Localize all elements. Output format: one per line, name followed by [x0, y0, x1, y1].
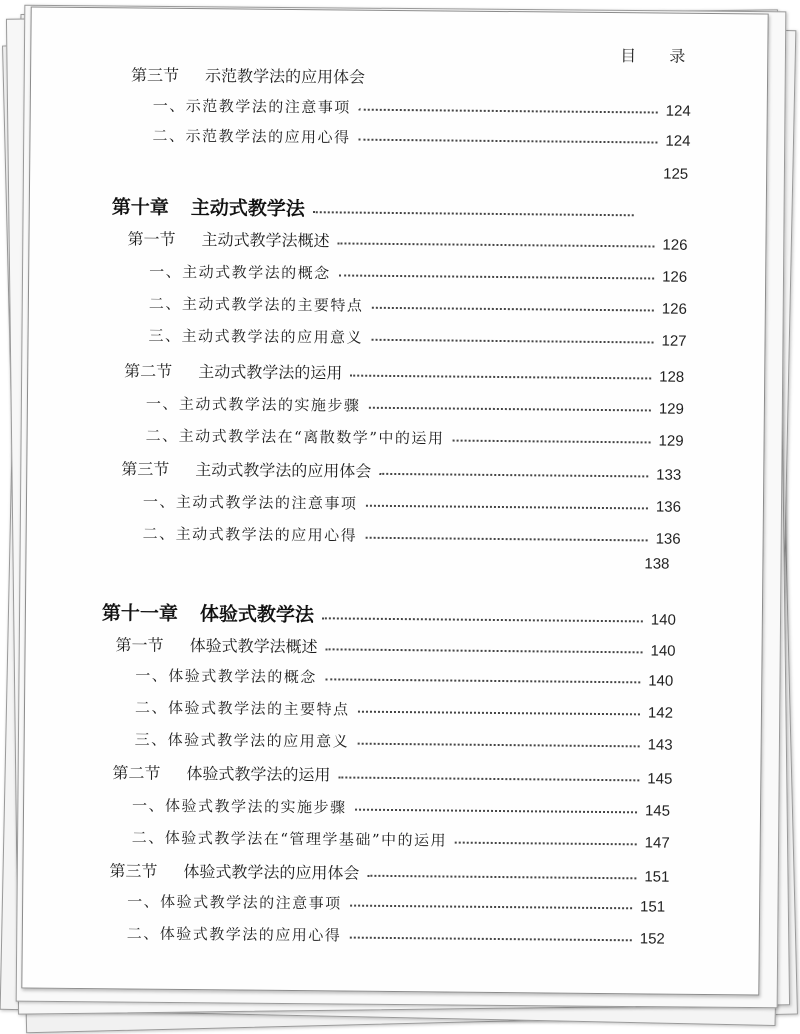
page-number: 140: [650, 642, 676, 660]
toc-item-entry: [135, 729, 673, 756]
section-number: 第二节: [112, 763, 161, 783]
item-title: 二、主动式教学法在“离散数学”中的运用: [145, 426, 445, 448]
toc-section-entry: [124, 358, 684, 385]
page-number: 127: [661, 332, 687, 350]
page-number: 151: [640, 898, 666, 916]
dot-leader: [379, 467, 648, 478]
section-number: 第二节: [124, 361, 173, 381]
section-title: 主动式教学法概述: [201, 230, 330, 251]
toc-entry-title: [116, 632, 318, 657]
dot-leader: [367, 869, 636, 880]
section-number: 第一节: [115, 635, 164, 655]
item-title: 一、体验式教学法的实施步骤: [131, 796, 347, 817]
page-number: 140: [650, 611, 676, 629]
page-number: 124: [665, 132, 691, 150]
toc-section-entry: [131, 62, 691, 89]
toc-section-entry: [121, 456, 681, 483]
page-number: 151: [644, 868, 670, 886]
item-title: 二、主动式教学法的主要特点: [148, 294, 364, 315]
page-number: 138: [644, 555, 670, 573]
dot-leader: [325, 672, 641, 683]
toc-chapter-entry: [112, 192, 642, 219]
dot-leader: [365, 531, 648, 542]
toc-item-entry: [149, 293, 687, 320]
page-number: 142: [647, 704, 674, 722]
toc-item-entry: [127, 922, 665, 949]
section-title: 示范教学法的应用体会: [204, 66, 366, 87]
running-head: 目 录: [620, 46, 700, 66]
toc-item-entry: [148, 325, 686, 352]
toc-item-entry: [135, 665, 673, 692]
page-number: 129: [658, 400, 684, 418]
toc-item-entry: [146, 425, 684, 452]
toc-entry-title: [121, 456, 371, 481]
toc-section-entry: [112, 760, 672, 787]
item-title: 二、体验式教学法在“管理学基础”中的运用: [131, 828, 448, 850]
item-title: 三、体验式教学法的应用意义: [134, 730, 350, 751]
page-number: 147: [644, 834, 670, 852]
dot-leader: [349, 931, 632, 942]
item-title: 一、体验式教学法的注意事项: [127, 892, 342, 913]
toc-entry-title: [131, 62, 365, 87]
page-number: 128: [659, 368, 685, 386]
page-number: 129: [658, 432, 684, 450]
item-title: 二、示范教学法的应用心得: [152, 126, 351, 147]
item-title: 二、主动式教学法的应用心得: [142, 524, 358, 545]
toc-entry-title: [109, 858, 359, 883]
page-number: 126: [662, 236, 688, 254]
dot-leader: [357, 737, 640, 748]
page-number: 143: [647, 736, 673, 754]
page-number: 140: [648, 672, 674, 690]
dot-leader: [355, 803, 638, 814]
page-number: 124: [665, 102, 691, 120]
chapter-title: 体验式教学法: [199, 603, 315, 627]
page-number: 126: [661, 300, 687, 318]
toc-item-entry: [127, 890, 665, 917]
dot-leader: [326, 642, 643, 653]
toc-item-entry: [132, 826, 670, 853]
page-number: 136: [655, 498, 682, 516]
toc-item-entry: [146, 393, 684, 420]
dot-leader: [338, 770, 639, 781]
page-number: 133: [656, 466, 682, 484]
page-number: 125: [663, 165, 689, 183]
toc-section-entry: [127, 226, 687, 253]
toc-entry-title: [112, 760, 330, 785]
toc-entry-title: [102, 598, 314, 627]
dot-leader: [452, 434, 650, 444]
section-title: 主动式教学法的应用体会: [195, 460, 372, 481]
dot-leader: [350, 899, 633, 910]
dot-leader: [350, 369, 651, 380]
toc-item-entry: [132, 794, 670, 821]
toc-page: [21, 6, 768, 995]
dot-leader: [337, 236, 654, 247]
toc-item-entry: [152, 125, 690, 152]
page-number: 145: [644, 802, 671, 820]
chapter-number: 第十一章: [101, 602, 179, 625]
item-title: 一、体验式教学法的概念: [135, 666, 317, 687]
item-title: 一、主动式教学法的概念: [149, 262, 331, 283]
dot-leader: [365, 499, 648, 510]
item-title: 一、示范教学法的注意事项: [152, 96, 351, 117]
dot-leader: [358, 133, 657, 144]
section-number: 第三节: [109, 861, 158, 881]
item-title: 三、主动式教学法的应用意义: [148, 326, 364, 347]
section-number: 第一节: [127, 229, 176, 249]
toc-item-entry: [153, 95, 691, 122]
toc-section-entry: [116, 632, 676, 659]
toc-item-entry: [143, 523, 681, 550]
dot-leader: [371, 333, 654, 344]
toc-item-entry: [143, 491, 681, 518]
section-title: 主动式教学法的运用: [198, 362, 343, 383]
chapter-number: 第十章: [111, 196, 169, 219]
dot-leader: [357, 705, 640, 716]
section-number: 第三节: [130, 65, 180, 85]
dot-leader: [313, 205, 634, 216]
item-title: 一、主动式教学法的注意事项: [142, 492, 358, 513]
section-title: 体验式教学法的应用体会: [183, 861, 360, 883]
page-number: 136: [655, 530, 681, 548]
page-number: 126: [662, 268, 688, 286]
dot-leader: [371, 301, 654, 312]
dot-leader: [322, 611, 643, 622]
dot-leader: [368, 401, 651, 412]
dot-leader: [455, 836, 637, 846]
toc-entry-title: [127, 226, 329, 251]
item-title: 二、体验式教学法的应用心得: [126, 924, 342, 945]
page-number: 152: [639, 930, 665, 948]
chapter-title: 主动式教学法: [190, 197, 305, 221]
dot-leader: [339, 268, 655, 279]
section-number: 第三节: [121, 459, 170, 479]
dot-leader: [359, 103, 658, 114]
toc-chapter-entry: [101, 598, 676, 629]
item-title: 一、主动式教学法的实施步骤: [145, 394, 361, 415]
toc-item-entry: [135, 697, 673, 724]
toc-item-entry: [149, 261, 687, 288]
toc-section-entry: [109, 858, 669, 885]
toc-entry-title: [112, 192, 305, 221]
toc-entry-title: [124, 358, 342, 383]
page-number: 145: [647, 770, 673, 788]
section-title: 体验式教学法概述: [189, 636, 318, 657]
item-title: 二、体验式教学法的主要特点: [134, 698, 350, 719]
section-title: 体验式教学法的运用: [186, 764, 331, 785]
